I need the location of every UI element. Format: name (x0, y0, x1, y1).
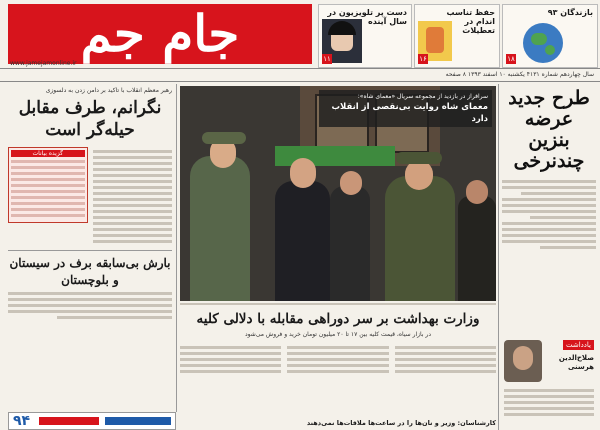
photo-caption-box (319, 90, 492, 127)
left-body (8, 147, 172, 246)
teaser-fitness[interactable] (414, 4, 500, 68)
photo-kicker: سرافراز در بازدید از مجموعه سریال «معمای شاه»: (357, 93, 488, 100)
teaser-title: حفظ تناسب اندام در تعطیلات (446, 8, 495, 35)
newspaper-logo: جام جم (8, 4, 312, 64)
author-label: یادداشت (563, 340, 594, 350)
left-column (8, 86, 172, 322)
website-url: www.jamejamonline.ir (10, 60, 77, 67)
center-subhead: در بازار سیاه، قیمت کلیه بین ۱۷ تا ۲۰ میلیون تومان خرید و فروش می‌شود (244, 331, 432, 338)
author-name: صلاح‌الدین هرسنی (558, 354, 594, 371)
weather-headline[interactable]: بارش بی‌سابقه برف در سیستان و بلوچستان (9, 256, 171, 287)
quote-box-label: گزیده بیانات (11, 150, 85, 157)
center-headline[interactable]: وزارت بهداشت بر سر دوراهی مقابله با دلالی کلیه (196, 311, 480, 327)
quote-box (8, 147, 88, 223)
teaser-thumbnail (523, 23, 563, 63)
right-headline[interactable]: طرح جدید عرضه بنزین چندنرخی (508, 87, 590, 172)
teaser-page: ۱۶ (419, 55, 427, 63)
left-kicker: رهبر معظم انقلاب با تاکید بر دامن زدن به دلسوزی (45, 87, 172, 94)
bottom-note[interactable]: کارشناسان: وزیر و نان‌ها را در ساعت‌ها ملاقات‌ها نمی‌دهند (306, 419, 496, 427)
bottom-ad[interactable] (8, 412, 176, 430)
author-box[interactable] (502, 336, 596, 430)
column-divider (176, 84, 177, 412)
author-photo (504, 340, 542, 382)
teaser-losers[interactable] (502, 4, 598, 68)
photo-headline[interactable]: معمای شاه روایت بی‌نقصی از انقلاب دارد (331, 102, 488, 124)
center-body-columns (180, 343, 496, 376)
ad-number: ۹۴ (13, 413, 31, 429)
photo-credit-line (180, 302, 496, 308)
teaser-page: ۱۸ (507, 55, 515, 63)
teaser-title: دست پر تلویزیون در سال آینده (327, 8, 407, 26)
masthead (0, 0, 600, 70)
center-lead-story (180, 310, 496, 376)
teaser-page: ۱۱ (323, 55, 331, 63)
right-body-text (502, 180, 596, 249)
lead-photo[interactable] (180, 86, 496, 301)
teaser-tv[interactable] (318, 4, 412, 68)
left-headline[interactable]: نگرانم، طرف مقابل حیله‌گر است (18, 98, 162, 140)
teaser-title: بازندگان ۹۳ (547, 8, 593, 17)
column-divider (498, 84, 499, 430)
dateline: سال چهاردهم شماره ۴۱۳۱ یکشنبه ۱۰ اسفند ۱۳۹۳ ۸ صفحه (0, 68, 600, 82)
